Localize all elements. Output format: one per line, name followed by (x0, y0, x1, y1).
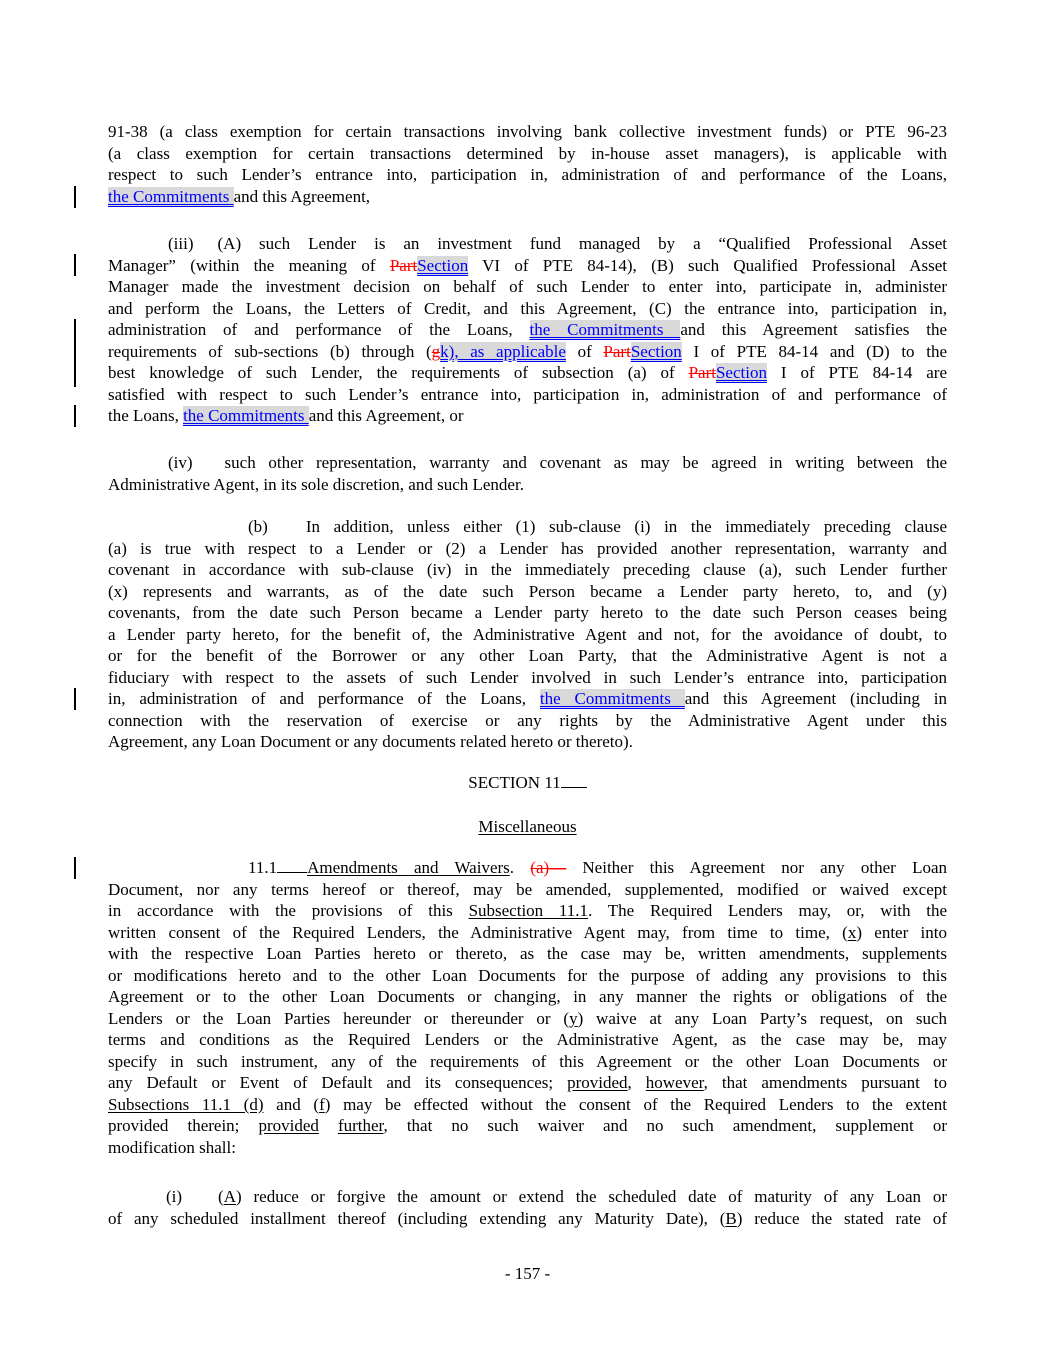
deleted-text: Part (389, 255, 418, 275)
text-line (108, 1186, 947, 1208)
body-text: requirements of sub-sections (b) through ( (108, 341, 432, 361)
underline-blank (561, 774, 587, 788)
underlined-text: Amendments and Waivers (307, 858, 510, 877)
deleted-text: Part (603, 341, 631, 361)
underlined-text: further (337, 1116, 384, 1135)
text-line (108, 538, 947, 560)
text-line (108, 516, 947, 538)
text-line (108, 276, 947, 298)
inserted-text: the Commitments (539, 689, 685, 708)
text-line (108, 1072, 947, 1094)
underlined-text: provided (567, 1073, 628, 1092)
body-text: ) enter into (856, 922, 947, 942)
body-text: (iii) (168, 234, 194, 253)
body-text: Neither this Agreement nor any other Loan (566, 858, 947, 877)
body-text (319, 1116, 338, 1135)
text-line (108, 1115, 947, 1137)
text-line (108, 986, 947, 1008)
underlined-text: Subsection 11.1 (468, 901, 589, 920)
text-line (108, 1029, 947, 1051)
text-line (108, 710, 947, 732)
underlined-text: however (645, 1073, 704, 1092)
body-text: of any scheduled installment thereof (including extending any Maturity Date), ( (108, 1208, 726, 1228)
body-text: . (509, 858, 531, 877)
body-text: in, administration of and performance of the Loans, (108, 689, 540, 708)
text-line (108, 1137, 947, 1159)
text-line (108, 879, 947, 901)
body-text: ) may be effected without the consent of the Required Lenders to the extent (324, 1094, 947, 1114)
body-text: (A) such Lender is an investment fund managed by a “Qualified Professional Asset (217, 234, 947, 253)
underlined-text: B (725, 1208, 737, 1228)
text-line (108, 233, 947, 255)
tab-spacer (108, 872, 248, 873)
text-line (108, 474, 947, 496)
body-text: and this Agreement (including in (684, 689, 947, 708)
text-line (108, 688, 947, 710)
underlined-text: Miscellaneous (478, 817, 577, 836)
body-text: Lenders or the Loan Parties hereunder or thereunder or ( (108, 1008, 570, 1028)
tab-spacer (193, 467, 225, 468)
text-line (108, 816, 947, 838)
body-text: ) reduce or forgive the amount or extend the scheduled date of maturity of any Loan or (236, 1187, 947, 1206)
text-line (108, 341, 947, 363)
inserted-text: Section (417, 255, 469, 275)
text-line (108, 319, 947, 341)
text-line (108, 645, 947, 667)
text-line (108, 186, 947, 208)
body-text: the Loans, (108, 406, 184, 425)
body-text: VI of PTE 84-14), (B) such Qualified Professional Asset (468, 255, 947, 275)
body-text: a Lender party hereto, for the benefit of, the Administrative Agent and not, for the avoidance of doubt, to (108, 624, 947, 644)
inserted-text: k), as applicable (440, 341, 566, 361)
text-line (108, 1008, 947, 1030)
underlined-text: y (569, 1008, 578, 1028)
text-line (108, 362, 947, 384)
body-text: Administrative Agent, in its sole discretion, and such Lender. (108, 474, 524, 494)
inserted-text: Section (630, 341, 682, 361)
body-text: Manager” (within the meaning of (108, 255, 390, 275)
underlined-text: provided (258, 1116, 319, 1135)
tab-spacer (194, 248, 218, 249)
inserted-text: the Commitments (183, 406, 309, 425)
body-text: I of PTE 84-14 and (D) to the (681, 341, 947, 361)
body-text: provided therein; (108, 1116, 259, 1135)
body-text: (i) (166, 1187, 183, 1206)
paragraph-91-38 (108, 121, 947, 207)
paragraph-11-1-amendments-and-waivers (108, 857, 947, 1158)
deleted-text: Part (688, 363, 716, 382)
paragraph-iii (108, 233, 947, 427)
body-text: (a class exemption for certain transactions determined by in-house asset managers), is applicable with (108, 143, 947, 163)
body-text: SECTION 11 (468, 773, 561, 792)
underlined-text: Subsections 11.1 (d) (108, 1094, 264, 1114)
body-text: or for the benefit of the Borrower or any other Loan Party, that the Administrative Agent is not a (108, 646, 947, 665)
text-line (108, 143, 947, 165)
text-line (108, 731, 947, 753)
heading-miscellaneous (108, 816, 947, 838)
change-bar (74, 688, 76, 710)
paragraph-i (108, 1186, 947, 1229)
text-line (108, 298, 947, 320)
paragraph-b (108, 516, 947, 753)
underlined-text: A (223, 1187, 236, 1206)
body-text: with the respective Loan Parties hereto or thereto, as the case may be, written amendments, supplements (108, 944, 947, 963)
tab-spacer (108, 531, 248, 532)
page-number-footer (108, 1263, 947, 1285)
body-text: 11.1 (248, 858, 278, 877)
text-line (108, 624, 947, 646)
paragraph-iv (108, 452, 947, 495)
body-text: in accordance with the provisions of this (108, 901, 469, 920)
text-line (108, 943, 947, 965)
text-line (108, 121, 947, 143)
heading-section-11 (108, 772, 947, 794)
text-line (108, 1094, 947, 1116)
body-text: (iv) (168, 453, 193, 472)
text-line (108, 255, 947, 277)
text-line (108, 559, 947, 581)
body-text: of (565, 341, 604, 361)
body-text: Agreement or to the other Loan Documents or changing, in any manner the rights or obligations of the (108, 987, 947, 1006)
body-text: , that no such waiver and no such amendment, supplement or (383, 1116, 947, 1135)
text-line (108, 922, 947, 944)
inserted-text: Section (715, 363, 767, 382)
change-bar (74, 319, 76, 387)
underline-blank (277, 859, 307, 873)
text-line (108, 667, 947, 689)
body-text: Agreement, any Loan Document or any documents related hereto or thereto). (108, 732, 633, 751)
body-text: In addition, unless either (1) sub-clause (i) in the immediately preceding clause (305, 517, 947, 536)
body-text: Document, nor any terms hereof or thereof, may be amended, supplemented, modified or waived except (108, 879, 947, 899)
underlined-text: f (319, 1094, 325, 1114)
tab-spacer (108, 248, 168, 249)
change-bar (74, 405, 76, 427)
body-text: , that amendments pursuant to (703, 1073, 947, 1092)
body-text: written consent of the Required Lenders, the Administrative Agent may, from time to time, ( (108, 922, 848, 942)
body-text: respect to such Lender’s entrance into, participation in, administration of and performance of the Loans, (108, 165, 947, 184)
text-line (108, 405, 947, 427)
body-text: satisfied with respect to such Lender’s entrance into, participation in, administration of and performance of (108, 384, 947, 404)
body-text: connection with the reservation of exercise or any rights by the Administrative Agent under this (108, 710, 947, 730)
change-bar (74, 186, 76, 208)
body-text: modification shall: (108, 1137, 236, 1157)
deleted-text: g (431, 341, 441, 361)
text-line (108, 384, 947, 406)
body-text: administration of and performance of the Loans, (108, 320, 530, 339)
text-line (108, 602, 947, 624)
body-text: or modifications hereto and to the other Loan Documents for the purpose of adding any provisions to this (108, 965, 947, 985)
tab-spacer (268, 531, 306, 532)
body-text: . The Required Lenders may, or, with the (588, 901, 947, 920)
body-text: and ( (263, 1094, 320, 1114)
inserted-text: the Commitments (529, 320, 681, 339)
body-text: terms and conditions as the Required Lenders or the Administrative Agent, as the case may be, may (108, 1030, 947, 1049)
text-line (108, 965, 947, 987)
change-bar (74, 857, 76, 879)
text-line (108, 581, 947, 603)
body-text: fiduciary with respect to the assets of such Lender involved in such Lender’s entrance into, participation (108, 667, 947, 687)
body-text: and this Agreement, (233, 186, 371, 206)
body-text: best knowledge of such Lender, the requirements of subsection (a) of (108, 363, 689, 382)
body-text: and this Agreement, or (308, 406, 464, 425)
body-text: (b) (248, 517, 268, 536)
tab-spacer (108, 467, 168, 468)
body-text: covenants, from the date such Person became a Lender party hereto to the date such Person ceases being (108, 603, 947, 622)
body-text: , (627, 1073, 646, 1092)
text-line (108, 900, 947, 922)
body-text: ) waive at any Loan Party’s request, on such (577, 1008, 947, 1028)
body-text: I of PTE 84-14 are (766, 363, 947, 382)
change-bar (74, 254, 76, 276)
inserted-text: the Commitments (108, 186, 234, 206)
text-line (108, 1051, 947, 1073)
body-text: and perform the Loans, the Letters of Credit, and this Agreement, (C) the entrance into, participation in, (108, 298, 947, 318)
body-text: Manager made the investment decision on behalf of such Lender to enter into, participate in, administer (108, 277, 947, 296)
page-number: - 157 - (504, 1264, 551, 1283)
body-text: ( (218, 1187, 224, 1206)
body-text: and this Agreement satisfies the (680, 320, 947, 339)
body-text: covenant in accordance with sub-clause (iv) in the immediately preceding clause (a), such Lender further (108, 560, 947, 579)
body-text: any Default or Event of Default and its consequences; (108, 1073, 568, 1092)
body-text: ) reduce the stated rate of (736, 1208, 947, 1228)
text-line (108, 452, 947, 474)
underlined-text: x (847, 922, 857, 942)
body-text: (a) is true with respect to a Lender or (2) a Lender has provided another representation, warranty and (108, 538, 947, 558)
body-text: specify in such instrument, any of the requirements of this Agreement or the other Loan Documents or (108, 1051, 947, 1071)
body-text: such other representation, warranty and covenant as may be agreed in writing between the (224, 453, 947, 472)
tab-spacer (182, 1201, 218, 1202)
deleted-text: (a)— (530, 858, 567, 877)
text-line (108, 164, 947, 186)
text-line (108, 772, 947, 794)
tab-spacer (108, 1201, 166, 1202)
text-line (108, 1208, 947, 1230)
body-text: 91-38 (a class exemption for certain transactions involving bank collective investment funds) or PTE 96-23 (108, 122, 947, 141)
text-line (108, 857, 947, 879)
body-text: (x) represents and warrants, as of the date such Person became a Lender party hereto, to, and (y) (108, 581, 947, 601)
